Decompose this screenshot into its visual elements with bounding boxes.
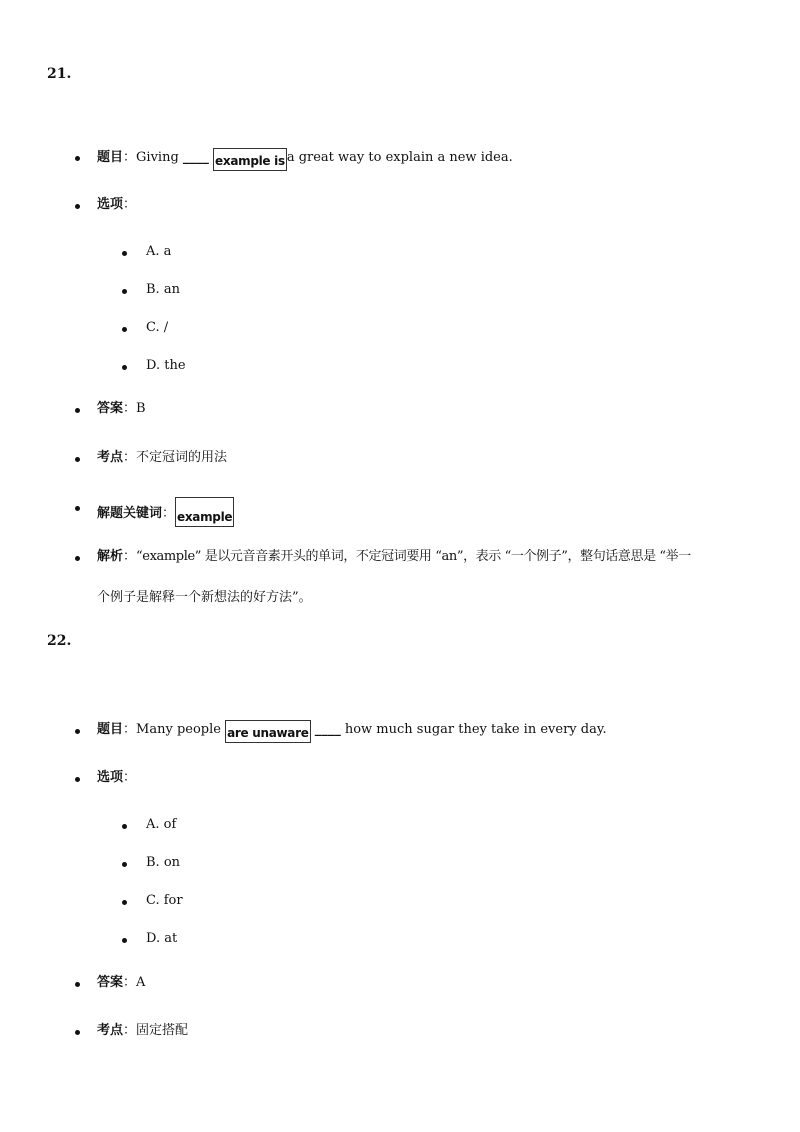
test-point-value: 固定搭配 (136, 1023, 189, 1038)
sub-bullet (122, 938, 127, 943)
stem-label: 题目 (97, 722, 124, 737)
stem-text-before: Many people (136, 722, 226, 737)
test-point-label: 考点 (97, 450, 124, 465)
answer-value: B (136, 401, 146, 416)
answer-line (97, 400, 146, 418)
stem-blank: ____ (182, 150, 209, 165)
sub-bullet (122, 824, 127, 829)
question-stem (97, 720, 607, 743)
bullet (75, 1030, 80, 1035)
options-label-sep: ： (123, 770, 137, 785)
sub-bullet (122, 251, 127, 256)
option-item: A. a (146, 244, 172, 259)
sub-bullet (122, 365, 127, 370)
test-point-line (97, 449, 227, 467)
stem-text-after: a great way to explain a new idea. (286, 150, 513, 165)
stem-text-before: Giving (136, 150, 183, 165)
sub-bullet (122, 327, 127, 332)
test-point-sep: ： (123, 1023, 137, 1038)
stem-label-sep: ： (123, 722, 137, 737)
options-label-sep: ： (123, 197, 137, 212)
analysis-line (97, 548, 691, 566)
bullet (75, 982, 80, 987)
analysis-sep: ： (123, 549, 137, 564)
option-item: B. an (146, 282, 180, 297)
highlighted-phrase: are unaware (225, 720, 310, 743)
analysis-text-line1: “example” 是以元音音素开头的单词，不定冠词要用 “an”，表示 “一个例子”，整句话意思是 “举一 (136, 549, 691, 564)
analysis-text-line2: 个例子是解释一个新想法的好方法”。 (97, 590, 312, 605)
test-point-label: 考点 (97, 1023, 124, 1038)
bullet (75, 556, 80, 561)
keyword-value: example (175, 497, 234, 527)
option-item: B. on (146, 855, 181, 870)
highlighted-phrase: example is (213, 148, 287, 171)
answer-value: A (136, 975, 146, 990)
options-label: 选项 (97, 770, 124, 785)
option-item: A. of (146, 817, 177, 832)
options-heading (97, 769, 136, 787)
answer-label-sep: ： (123, 975, 137, 990)
keyword-label: 解题关键词 (97, 506, 163, 521)
question-stem (97, 148, 513, 171)
question-number: 21. (47, 66, 72, 82)
bullet (75, 457, 80, 462)
option-item: C. / (146, 320, 169, 335)
test-point-line (97, 1022, 188, 1040)
stem-blank: ____ (314, 722, 341, 737)
options-label: 选项 (97, 197, 124, 212)
keyword-sep: ： (162, 506, 176, 521)
sub-bullet (122, 900, 127, 905)
sub-bullet (122, 289, 127, 294)
keyword-line (97, 497, 234, 527)
option-item: D. at (146, 931, 178, 946)
bullet (75, 506, 80, 511)
stem-text-after: how much sugar they take in every day. (340, 722, 607, 737)
stem-label-sep: ： (123, 150, 137, 165)
bullet (75, 408, 80, 413)
bullet (75, 777, 80, 782)
answer-label: 答案 (97, 975, 124, 990)
sub-bullet (122, 862, 127, 867)
options-heading (97, 196, 136, 214)
answer-label-sep: ： (123, 401, 137, 416)
bullet (75, 156, 80, 161)
bullet (75, 729, 80, 734)
analysis-label: 解析 (97, 549, 124, 564)
question-number: 22. (47, 633, 72, 649)
bullet (75, 204, 80, 209)
test-point-value: 不定冠词的用法 (136, 450, 228, 465)
answer-line (97, 974, 145, 992)
option-item: C. for (146, 893, 183, 908)
test-point-sep: ： (123, 450, 137, 465)
option-item: D. the (146, 358, 186, 373)
answer-label: 答案 (97, 401, 124, 416)
stem-label: 题目 (97, 150, 124, 165)
